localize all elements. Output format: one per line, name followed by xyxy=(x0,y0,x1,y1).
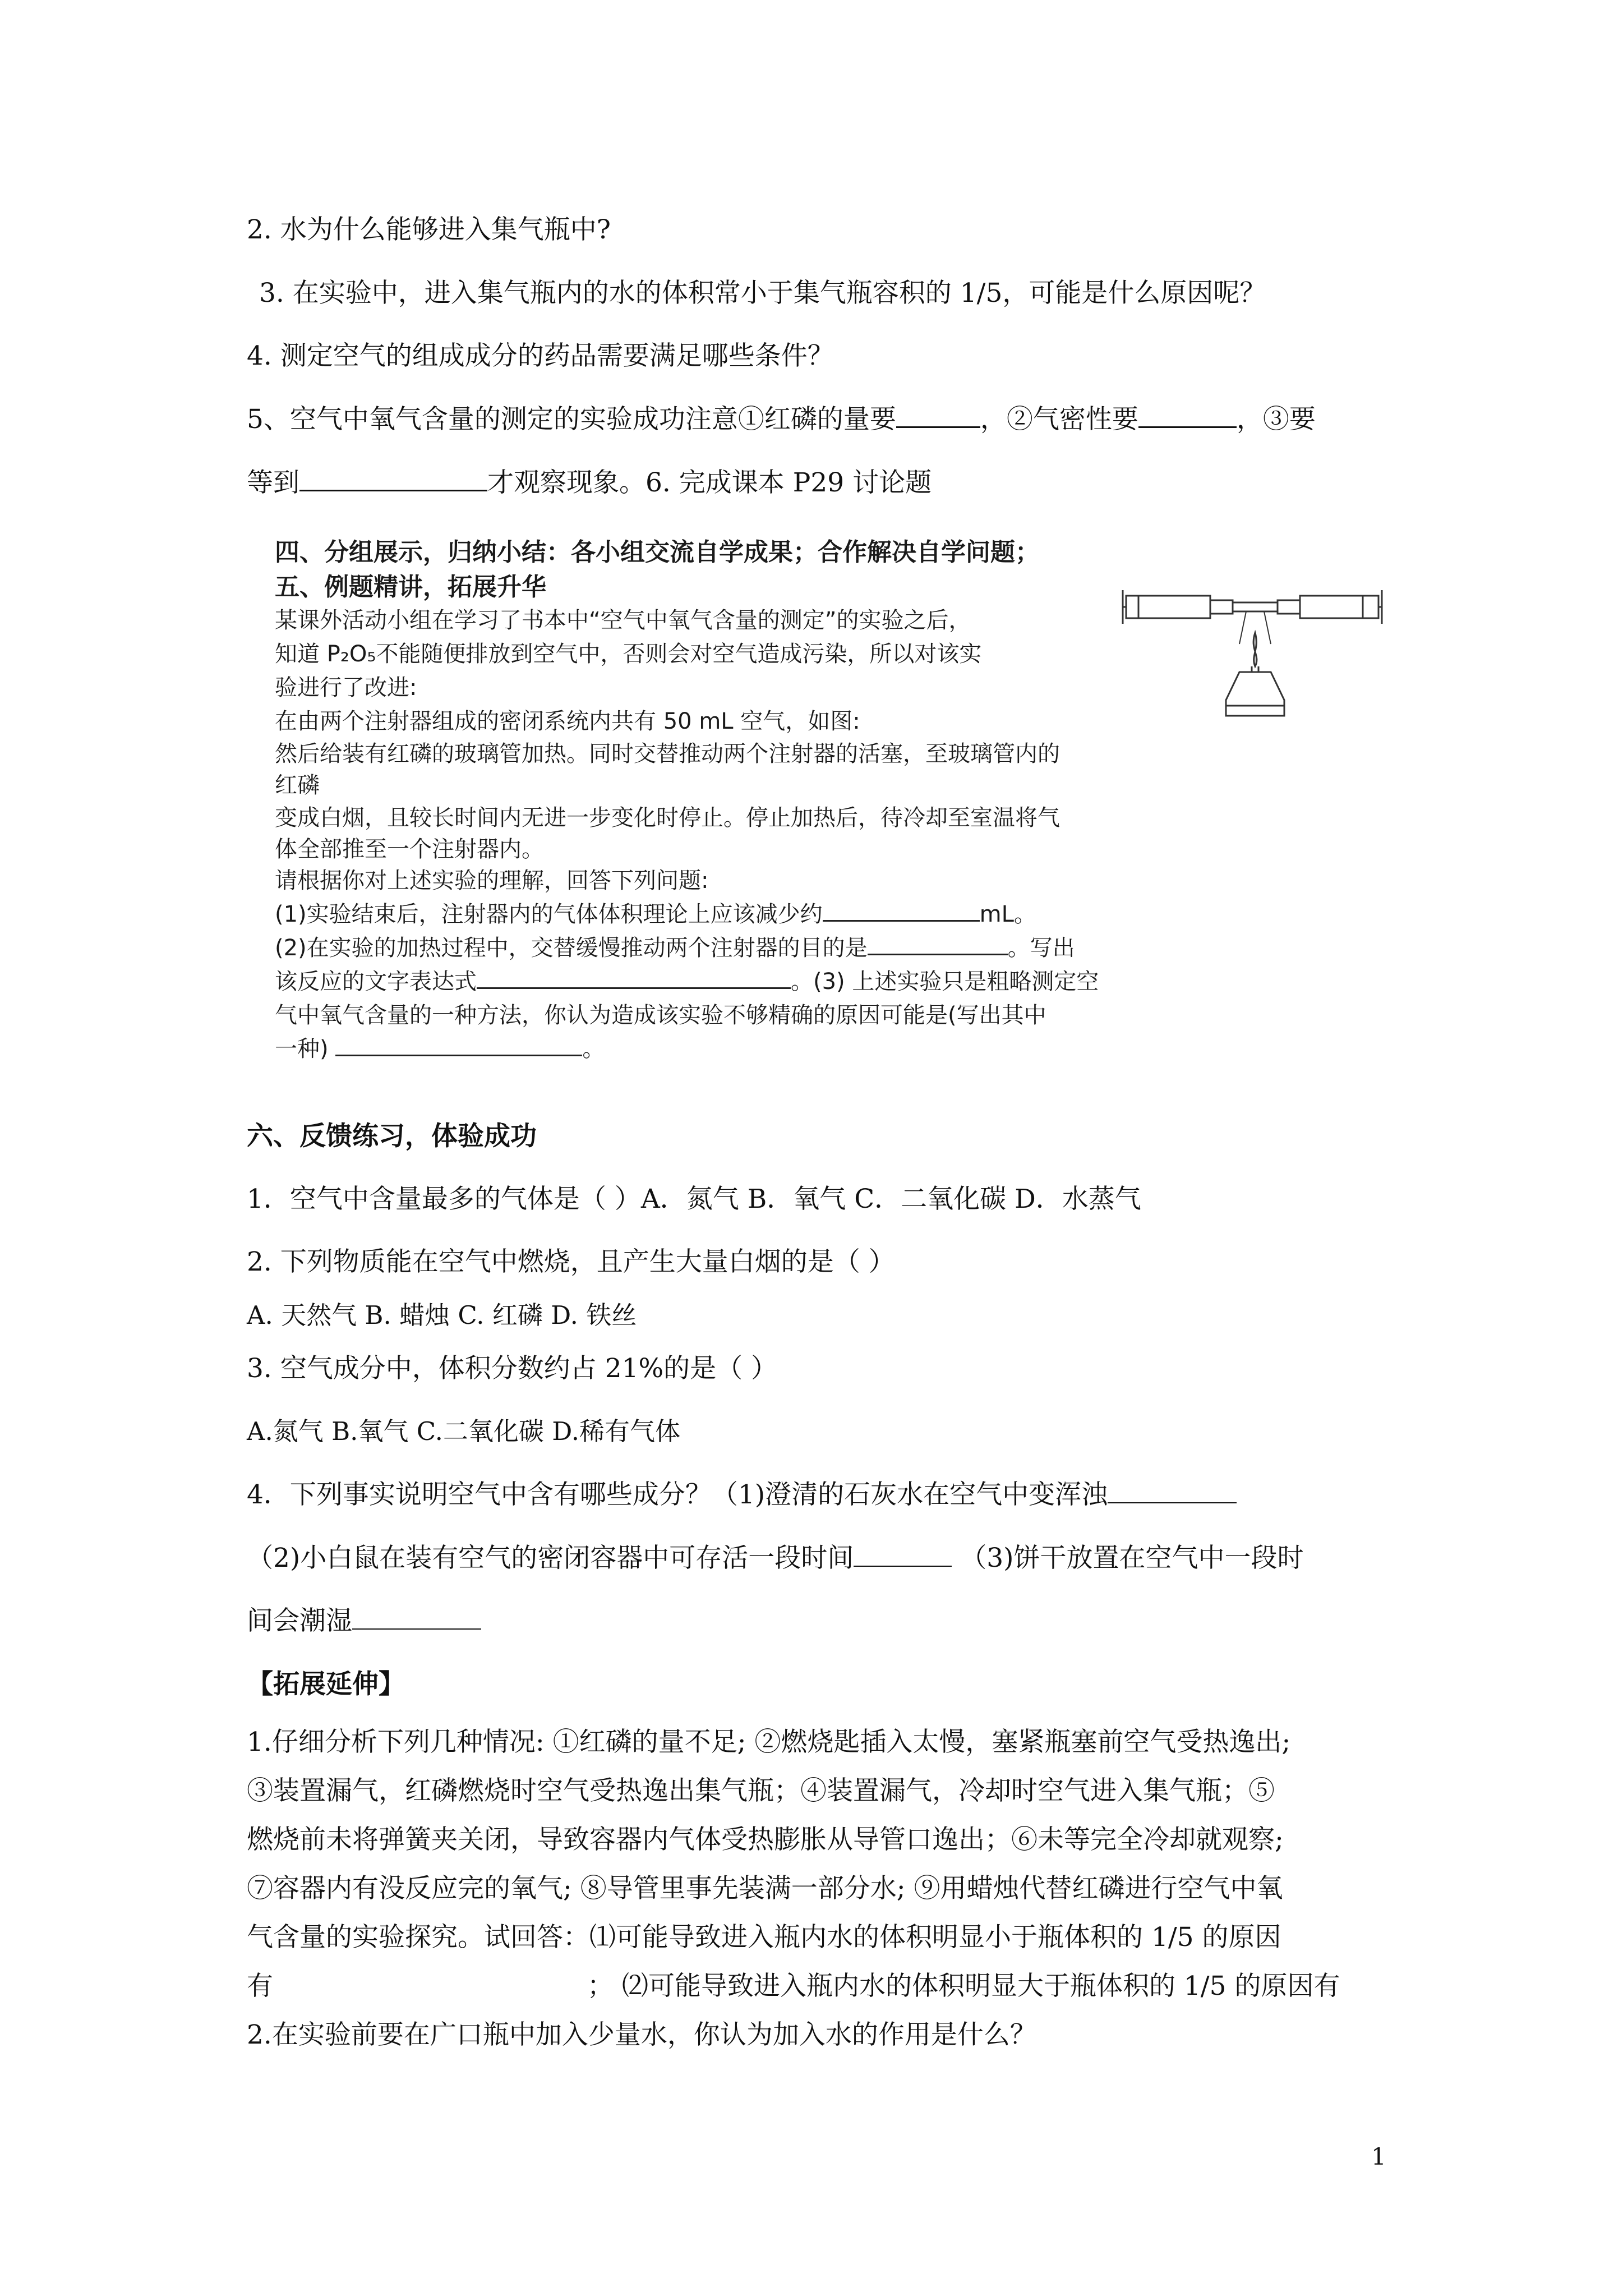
sub-question-3-end xyxy=(275,1031,605,1063)
example-line: 知道 P₂O₅不能随便排放到空气中，否则会对空气造成污染，所以对该实 xyxy=(275,641,982,667)
sub-question-3-end-text: 一种) xyxy=(275,1036,329,1062)
example-line: 请根据你对上述实验的理解，回答下列问题: xyxy=(275,868,709,894)
right-syringe-barrel xyxy=(1300,596,1378,618)
example-line: 某课外活动小组在学习了书本中“空气中氧气含量的测定”的实验之后， xyxy=(275,608,971,633)
example-line: 变成白烟，且较长时间内无进一步变化时停止。停止加热后，待冷却至室温将气 xyxy=(275,805,1060,831)
feedback-question-4 xyxy=(247,1479,1237,1511)
feedback-question-2: 2. 下列物质能在空气中燃烧，且产生大量白烟的是（ ） xyxy=(247,1246,895,1277)
question-4: 4. 测定空气的组成成分的药品需要满足哪些条件？ xyxy=(247,341,834,371)
extension-line: 1.仔细分析下列几种情况: ①红磷的量不足; ②燃烧匙插入太慢，塞紧瓶塞前空气受热逸出; xyxy=(247,1727,1291,1757)
sub-question-2-line2 xyxy=(275,964,1099,996)
feedback-question-4-line2 xyxy=(247,1543,1303,1574)
sub-question-2-text: (2)在实验的加热过程中，交替缓慢推动两个注射器的目的是 xyxy=(275,935,868,961)
extension-line-6-start: 有 xyxy=(247,1971,273,2001)
extension-line: 气含量的实验探究。试回答：⑴可能导致进入瓶内水的体积明显小于瓶体积的 1/5 的原因 xyxy=(247,1922,1281,1953)
blank-red-phosphorus[interactable] xyxy=(896,405,980,428)
question-3: 3. 在实验中，进入集气瓶内的水的体积常小于集气瓶容积的 1/5，可能是什么原因呢？ xyxy=(259,278,1266,309)
section-5-heading: 五、例题精讲，拓展升华 xyxy=(275,573,546,601)
question-5-part1: 5、空气中氧气含量的测定的实验成功注意①红磷的量要 xyxy=(247,404,896,435)
blank-purpose[interactable] xyxy=(868,937,1008,955)
feedback-question-1: 1．空气中含量最多的气体是（ ）A．氮气 B．氧气 C．二氧化碳 D．水蒸气 xyxy=(247,1184,1141,1214)
sub-question-1-unit: mL。 xyxy=(979,901,1036,927)
page-number: 1 xyxy=(1371,2143,1386,2170)
question-5-line2 xyxy=(247,467,932,499)
example-line: 验进行了改进: xyxy=(275,675,417,701)
sub-question-2 xyxy=(275,930,1075,962)
question-5-line2-start: 等到 xyxy=(247,467,299,498)
alcohol-lamp xyxy=(1226,672,1284,716)
example-section xyxy=(264,532,1228,1110)
feedback-heading: 六、反馈练习，体验成功 xyxy=(247,1121,537,1152)
example-line: 体全部推至一个注射器内。 xyxy=(275,836,544,862)
sub-question-3-start: 。(3) 上述实验只是粗略测定空 xyxy=(791,969,1099,995)
feedback-question-4-line2-text: （2)小白鼠在装有空气的密闭容器中可存活一段时间 xyxy=(247,1543,854,1573)
sub-question-3-line: 气中氧气含量的一种方法，你认为造成该实验不够精确的原因可能是(写出其中 xyxy=(275,1002,1046,1028)
feedback-question-3: 3. 空气成分中，体积分数约占 21%的是（ ） xyxy=(247,1353,778,1384)
extension-line: 燃烧前未将弹簧夹关闭，导致容器内气体受热膨胀从导管口逸出；⑥未等完全冷却就观察; xyxy=(247,1824,1284,1855)
extension-line: ③装置漏气，红磷燃烧时空气受热逸出集气瓶；④装置漏气，冷却时空气进入集气瓶；⑤ xyxy=(247,1775,1275,1806)
flame xyxy=(1253,633,1257,666)
feedback-question-2-options: A. 天然气 B. 蜡烛 C. 红磷 D. 铁丝 xyxy=(247,1300,637,1330)
feedback-question-3-options: A.氮气 B.氧气 C.二氧化碳 D.稀有气体 xyxy=(247,1416,680,1446)
example-line: 红磷 xyxy=(275,772,320,798)
blank-airtightness[interactable] xyxy=(1138,405,1237,428)
sub-question-2-end: 。写出 xyxy=(1007,935,1075,961)
extension-question-2: 2.在实验前要在广口瓶中加入少量水，你认为加入水的作用是什么？ xyxy=(247,2019,1036,2050)
blank-limewater[interactable] xyxy=(1108,1481,1237,1503)
section-4-heading: 四、分组展示，归纳小结：各小组交流自学成果；合作解决自学问题； xyxy=(275,538,1040,567)
extension-heading: 【拓展延伸】 xyxy=(247,1669,405,1700)
feedback-question-4-text: 4．下列事实说明空气中含有哪些成分？（1)澄清的石灰水在空气中变浑浊 xyxy=(247,1479,1108,1510)
sub-question-1-text: (1)实验结束后，注射器内的气体体积理论上应该减少约 xyxy=(275,901,823,927)
glass-tube xyxy=(1233,602,1278,611)
question-5 xyxy=(247,404,1316,435)
blank-white-mouse[interactable] xyxy=(854,1544,952,1567)
feedback-question-4-line3-text: 间会潮湿 xyxy=(247,1605,352,1636)
blank-wait-until[interactable] xyxy=(299,468,487,491)
feedback-question-4-line3 xyxy=(247,1605,481,1637)
feedback-question-4-line2-end: （3)饼干放置在空气中一段时 xyxy=(960,1543,1304,1573)
blank-volume[interactable] xyxy=(823,903,980,922)
syringe-apparatus-diagram xyxy=(1122,588,1385,728)
blank-reason[interactable] xyxy=(335,1038,582,1056)
sub-question-3-period: 。 xyxy=(582,1036,605,1062)
example-line: 在由两个注射器组成的密闭系统内共有 50 mL 空气，如图: xyxy=(275,708,860,734)
blank-word-equation[interactable] xyxy=(477,970,791,989)
blank-biscuit[interactable] xyxy=(352,1607,481,1630)
sub-question-1 xyxy=(275,896,1036,928)
question-2: 2. 水为什么能够进入集气瓶中? xyxy=(247,214,611,245)
example-line: 然后给装有红磷的玻璃管加热。同时交替推动两个注射器的活塞，至玻璃管内的 xyxy=(275,741,1060,767)
question-5-part2: ，②气密性要 xyxy=(980,404,1138,435)
extension-line-6-end: ； ⑵可能导致进入瓶内水的体积明显大于瓶体积的 1/5 的原因有 xyxy=(587,1971,1340,2001)
sub-question-2-line2-text: 该反应的文字表达式 xyxy=(275,969,477,995)
extension-line-6 xyxy=(247,1971,1340,2002)
question-5-part3: ，③要 xyxy=(1236,404,1316,435)
question-5-line2-end: 才观察现象。6. 完成课本 P29 讨论题 xyxy=(487,467,932,498)
extension-line: ⑦容器内有没反应完的氧气; ⑧导管里事先装满一部分水; ⑨用蜡烛代替红磷进行空气中氧 xyxy=(247,1873,1283,1904)
